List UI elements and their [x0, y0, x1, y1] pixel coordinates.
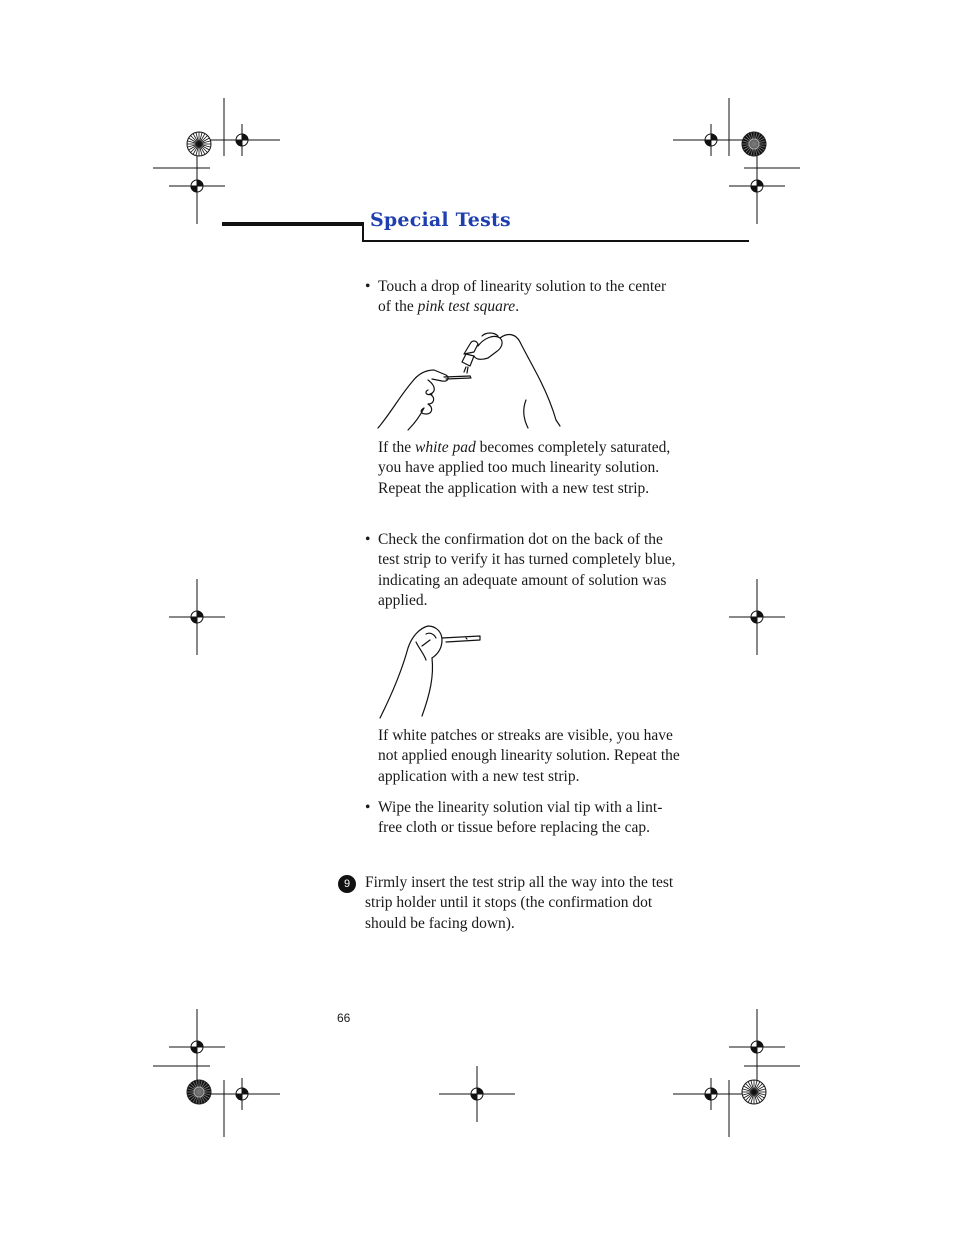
body-paragraph: If the white pad becomes completely saturated, you have applied too much linearity solution. Repeat the application with a new test strip. — [378, 439, 671, 497]
registration-crosshair-icon — [169, 1009, 225, 1085]
registration-crosshair-icon — [439, 1066, 515, 1122]
registration-starburst-icon — [742, 132, 766, 156]
registration-crosshair-icon — [204, 124, 280, 156]
registration-crosshair-icon — [169, 148, 225, 224]
registration-starburst-icon — [187, 1080, 211, 1104]
registration-crosshair-icon — [729, 579, 785, 655]
header-rule-thin — [362, 240, 749, 242]
page-title: Special Tests — [370, 209, 511, 231]
hand-holding-strip-illustration — [376, 620, 486, 720]
bullet-text: Wipe the linearity solution vial tip with a lint-free cloth or tissue before replacing the cap. — [378, 799, 663, 837]
header-rule-corner — [362, 222, 364, 242]
hands-applying-drop-illustration — [376, 330, 561, 432]
step-number-badge: 9 — [338, 875, 356, 893]
bullet-text: Check the confirmation dot on the back of the test strip to verify it has turned completely blue, indicating an adequate amount of solution was applied. — [378, 531, 676, 610]
registration-starburst-icon — [187, 132, 211, 156]
bullet-marker: • — [365, 799, 371, 816]
registration-crosshair-icon — [729, 1009, 785, 1085]
bullet-marker: • — [365, 278, 371, 295]
registration-crosshair-icon — [729, 148, 785, 224]
registration-starburst-icon — [742, 1080, 766, 1104]
bullet-marker: • — [365, 531, 371, 548]
registration-crosshair-icon — [169, 579, 225, 655]
step-text: Firmly insert the test strip all the way into the test strip holder until it stops (the confirmation dot should be facing down). — [365, 874, 674, 932]
registration-crosshair-icon — [204, 1078, 280, 1110]
header-rule-thick — [222, 222, 364, 226]
bullet-text: Touch a drop of linearity solution to the center of the pink test square. — [378, 278, 667, 316]
body-paragraph: If white patches or streaks are visible, you have not applied enough linearity solution. Repeat the application with a new test strip. — [378, 727, 680, 785]
registration-crosshair-icon — [673, 1078, 749, 1110]
registration-crosshair-icon — [673, 124, 749, 156]
page-number: 66 — [337, 1011, 351, 1025]
